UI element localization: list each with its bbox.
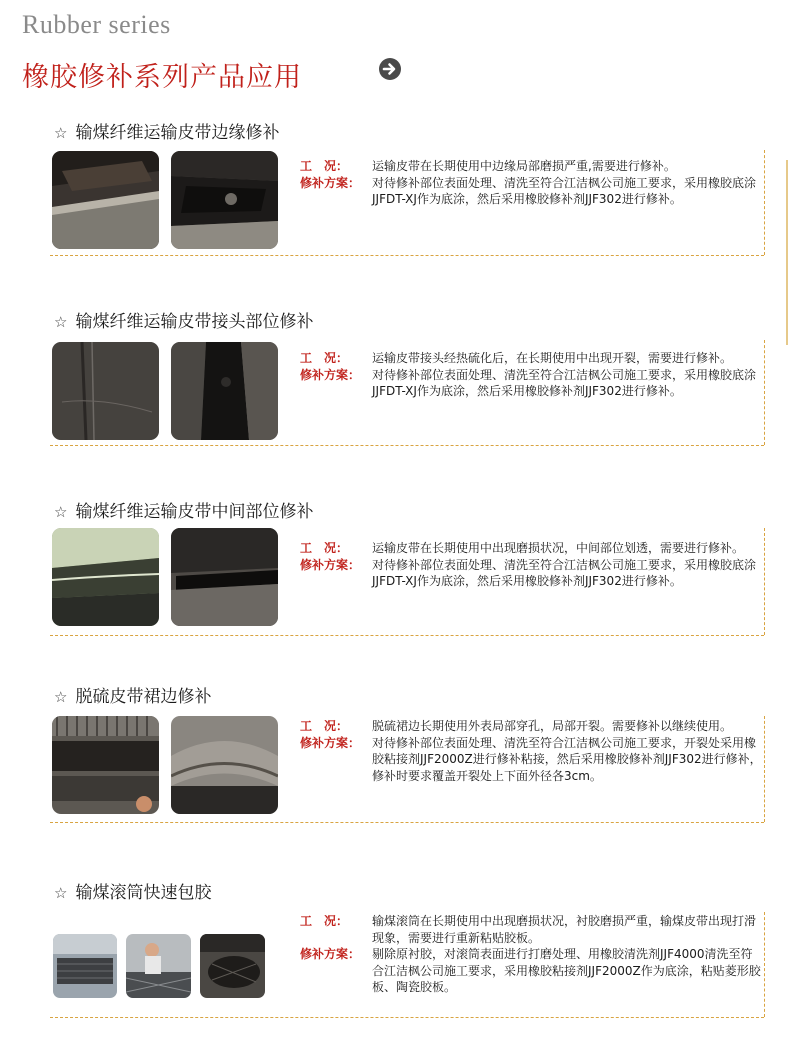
- photo-belt-edge-worn: [52, 151, 159, 249]
- condition-label: 工 况：: [300, 351, 349, 365]
- plan-label: 修补方案：: [300, 947, 361, 961]
- plan-label: 修补方案：: [300, 175, 361, 190]
- section-info: [300, 913, 764, 996]
- section-info: [300, 540, 764, 590]
- condition-label: 工 况：: [300, 719, 349, 733]
- condition-text: 运输皮带在长期使用中出现磨损状况，中间部位划透，需要进行修补。: [372, 541, 745, 555]
- arrow-right-circle-icon: [378, 57, 402, 81]
- condition-text: 运输皮带接头经热硫化后，在长期使用中出现开裂，需要进行修补。: [372, 351, 733, 365]
- section-info: [300, 718, 764, 784]
- star-icon: ☆: [54, 688, 68, 706]
- condition-label: 工 况：: [300, 159, 349, 173]
- dashed-frame-bottom: [50, 822, 764, 823]
- section-title: ☆ 输煤纤维运输皮带接头部位修补: [54, 312, 314, 332]
- condition-label: 工 况：: [300, 541, 349, 555]
- star-icon: ☆: [54, 503, 68, 521]
- star-icon: ☆: [54, 124, 68, 142]
- photo-belt-edge-repaired: [171, 151, 278, 249]
- header-chinese-title: 橡胶修补系列产品应用: [22, 62, 302, 93]
- photo-roller-2: [126, 934, 191, 998]
- section-title: ☆ 输煤纤维运输皮带边缘修补: [54, 123, 280, 143]
- photo-skirt-repaired: [171, 716, 278, 814]
- condition-text: 运输皮带在长期使用中边缘局部磨损严重,需要进行修补。: [372, 159, 676, 173]
- dashed-frame-bottom: [50, 445, 764, 446]
- plan-label: 修补方案：: [300, 557, 361, 572]
- plan-text: 对待修补部位表面处理、清洗至符合江洁枫公司施工要求，采用橡胶底涂JJFDT-XJ作为底涂，然后采用橡胶修补剂JJF302进行修补。: [372, 557, 757, 588]
- photo-belt-middle-damage: [52, 528, 159, 626]
- dashed-frame-right: [764, 716, 765, 822]
- section-info: [300, 158, 764, 208]
- plan-label: 修补方案：: [300, 735, 361, 750]
- photo-belt-joint-repaired: [171, 342, 278, 440]
- condition-label: 工 况：: [300, 914, 349, 928]
- side-accent-line: [786, 160, 788, 345]
- plan-text: 对待修补部位表面处理、清洗至符合江洁枫公司施工要求，开裂处采用橡胶粘接剂JJF2000Z进行修补粘接，然后采用橡胶修补剂JJF302进行修补，修补时要求覆盖开裂处上下面外径各3cm。: [372, 735, 762, 783]
- dashed-frame-right: [764, 912, 765, 1017]
- condition-text: 输煤滚筒在长期使用中出现磨损状况，衬胶磨损严重，输煤皮带出现打滑现象，需要进行重新粘贴胶板。: [372, 914, 757, 945]
- photo-roller-1: [53, 934, 117, 998]
- condition-text: 脱硫裙边长期使用外表局部穿孔，局部开裂。需要修补以继续使用。: [372, 719, 733, 733]
- photo-belt-middle-repaired: [171, 528, 278, 626]
- photo-skirt-damage: [52, 716, 159, 814]
- plan-text: 对待修补部位表面处理、清洗至符合江洁枫公司施工要求，采用橡胶底涂JJFDT-XJ作为底涂，然后采用橡胶修补剂JJF302进行修补。: [372, 175, 757, 206]
- header-english-title: Rubber series: [22, 10, 171, 39]
- section-title: ☆ 输煤滚筒快速包胶: [54, 883, 212, 903]
- plan-text: 对待修补部位表面处理、清洗至符合江洁枫公司施工要求，采用橡胶底涂JJFDT-XJ作为底涂，然后采用橡胶修补剂JJF302进行修补。: [372, 367, 757, 398]
- photo-roller-3: [200, 934, 265, 998]
- section-title: ☆ 输煤纤维运输皮带中间部位修补: [54, 502, 314, 522]
- section-info: [300, 350, 764, 400]
- star-icon: ☆: [54, 313, 68, 331]
- plan-label: 修补方案：: [300, 367, 361, 382]
- photo-belt-joint-crack: [52, 342, 159, 440]
- dashed-frame-right: [764, 150, 765, 255]
- dashed-frame-bottom: [50, 635, 764, 636]
- section-title: ☆ 脱硫皮带裙边修补: [54, 687, 212, 707]
- star-icon: ☆: [54, 884, 68, 902]
- dashed-frame-bottom: [50, 1017, 764, 1018]
- dashed-frame-right: [764, 340, 765, 445]
- plan-text: 剔除原衬胶，对滚筒表面进行打磨处理、用橡胶清洗剂JJF4000清洗至符合江洁枫公司施工要求，采用橡胶粘接剂JJF2000Z作为底涂，粘贴菱形胶板、陶瓷胶板。: [372, 947, 761, 994]
- dashed-frame-right: [764, 528, 765, 635]
- dashed-frame-bottom: [50, 255, 764, 256]
